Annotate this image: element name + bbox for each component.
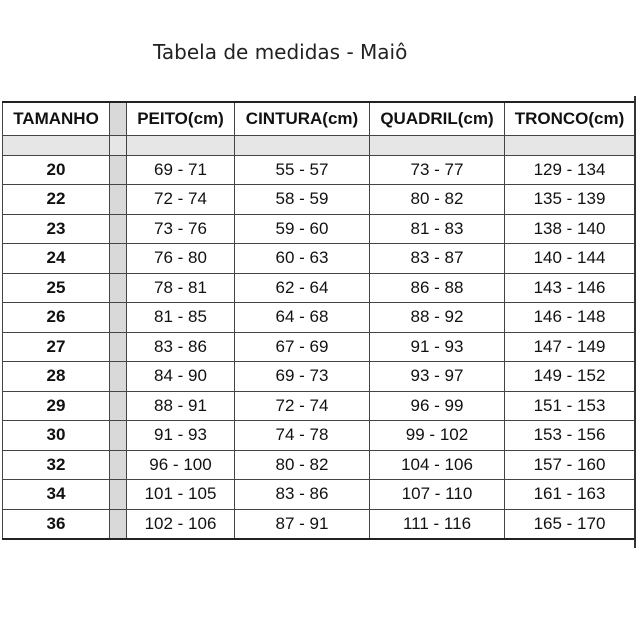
separator-cell — [110, 450, 127, 480]
cell-hip: 96 - 99 — [370, 391, 505, 421]
cell-bust: 78 - 81 — [127, 273, 235, 303]
cell-torso: 140 - 144 — [505, 244, 635, 274]
separator-cell — [110, 421, 127, 451]
cell-size: 28 — [3, 362, 110, 392]
cell-size: 20 — [3, 155, 110, 185]
cell-torso: 153 - 156 — [505, 421, 635, 451]
cell-waist: 58 - 59 — [235, 185, 370, 215]
separator-cell — [110, 362, 127, 392]
cell-hip: 81 - 83 — [370, 214, 505, 244]
cell-size: 24 — [3, 244, 110, 274]
cell-waist: 72 - 74 — [235, 391, 370, 421]
cell-torso: 147 - 149 — [505, 332, 635, 362]
cell-waist: 83 - 86 — [235, 480, 370, 510]
cell-hip: 107 - 110 — [370, 480, 505, 510]
separator-cell — [110, 480, 127, 510]
cell-torso: 135 - 139 — [505, 185, 635, 215]
cell-bust: 91 - 93 — [127, 421, 235, 451]
cell-torso: 157 - 160 — [505, 450, 635, 480]
cell-hip: 99 - 102 — [370, 421, 505, 451]
table-spacer-row — [3, 135, 635, 155]
cell-hip: 73 - 77 — [370, 155, 505, 185]
cell-waist: 67 - 69 — [235, 332, 370, 362]
header-separator — [110, 102, 127, 135]
separator-cell — [110, 391, 127, 421]
table-row — [3, 480, 635, 510]
cell-torso: 146 - 148 — [505, 303, 635, 333]
table-row — [3, 273, 635, 303]
cell-torso: 151 - 153 — [505, 391, 635, 421]
spacer-cell — [3, 135, 110, 155]
cell-torso: 161 - 163 — [505, 480, 635, 510]
spacer-cell — [370, 135, 505, 155]
cell-waist: 59 - 60 — [235, 214, 370, 244]
cell-hip: 88 - 92 — [370, 303, 505, 333]
cell-size: 25 — [3, 273, 110, 303]
separator-cell — [110, 273, 127, 303]
cell-bust: 83 - 86 — [127, 332, 235, 362]
cell-waist: 80 - 82 — [235, 450, 370, 480]
header-torso: TRONCO(cm) — [505, 102, 635, 135]
table-row — [3, 509, 635, 539]
header-hip: QUADRIL(cm) — [370, 102, 505, 135]
cell-hip: 111 - 116 — [370, 509, 505, 539]
cell-hip: 80 - 82 — [370, 185, 505, 215]
table-header-row — [3, 102, 635, 135]
cell-hip: 86 - 88 — [370, 273, 505, 303]
cell-torso: 143 - 146 — [505, 273, 635, 303]
cell-size: 32 — [3, 450, 110, 480]
cell-hip: 93 - 97 — [370, 362, 505, 392]
cell-bust: 76 - 80 — [127, 244, 235, 274]
cell-size: 23 — [3, 214, 110, 244]
cell-waist: 74 - 78 — [235, 421, 370, 451]
cell-waist: 60 - 63 — [235, 244, 370, 274]
cell-waist: 62 - 64 — [235, 273, 370, 303]
cell-waist: 64 - 68 — [235, 303, 370, 333]
spacer-cell — [235, 135, 370, 155]
table-row — [3, 450, 635, 480]
size-chart-table — [2, 101, 635, 540]
table-row — [3, 155, 635, 185]
separator-cell — [110, 244, 127, 274]
cell-size: 26 — [3, 303, 110, 333]
cell-hip: 104 - 106 — [370, 450, 505, 480]
cell-size: 30 — [3, 421, 110, 451]
table-row — [3, 185, 635, 215]
table-row — [3, 332, 635, 362]
cell-size: 27 — [3, 332, 110, 362]
cell-hip: 91 - 93 — [370, 332, 505, 362]
cell-hip: 83 - 87 — [370, 244, 505, 274]
cell-bust: 69 - 71 — [127, 155, 235, 185]
cell-torso: 149 - 152 — [505, 362, 635, 392]
separator-cell — [110, 155, 127, 185]
cell-torso: 165 - 170 — [505, 509, 635, 539]
header-waist: CINTURA(cm) — [235, 102, 370, 135]
spacer-cell — [505, 135, 635, 155]
separator-cell — [110, 332, 127, 362]
separator-cell — [110, 185, 127, 215]
cell-bust: 73 - 76 — [127, 214, 235, 244]
cell-bust: 101 - 105 — [127, 480, 235, 510]
spacer-cell — [127, 135, 235, 155]
cell-size: 29 — [3, 391, 110, 421]
table-row — [3, 391, 635, 421]
table-row — [3, 362, 635, 392]
cell-torso: 138 - 140 — [505, 214, 635, 244]
cell-waist: 55 - 57 — [235, 155, 370, 185]
spacer-cell — [110, 135, 127, 155]
cell-bust: 84 - 90 — [127, 362, 235, 392]
cell-bust: 81 - 85 — [127, 303, 235, 333]
cell-size: 22 — [3, 185, 110, 215]
cell-size: 36 — [3, 509, 110, 539]
separator-cell — [110, 509, 127, 539]
cell-bust: 88 - 91 — [127, 391, 235, 421]
table-row — [3, 244, 635, 274]
table-row — [3, 214, 635, 244]
separator-cell — [110, 303, 127, 333]
cell-torso: 129 - 134 — [505, 155, 635, 185]
cell-bust: 72 - 74 — [127, 185, 235, 215]
table-row — [3, 303, 635, 333]
separator-cell — [110, 214, 127, 244]
header-size: TAMANHO — [3, 102, 110, 135]
header-bust: PEITO(cm) — [127, 102, 235, 135]
cell-bust: 96 - 100 — [127, 450, 235, 480]
cell-size: 34 — [3, 480, 110, 510]
cell-bust: 102 - 106 — [127, 509, 235, 539]
cell-waist: 69 - 73 — [235, 362, 370, 392]
page-title: Tabela de medidas - Maiô — [153, 40, 408, 64]
cell-waist: 87 - 91 — [235, 509, 370, 539]
table-right-border — [634, 96, 636, 548]
table-row — [3, 421, 635, 451]
